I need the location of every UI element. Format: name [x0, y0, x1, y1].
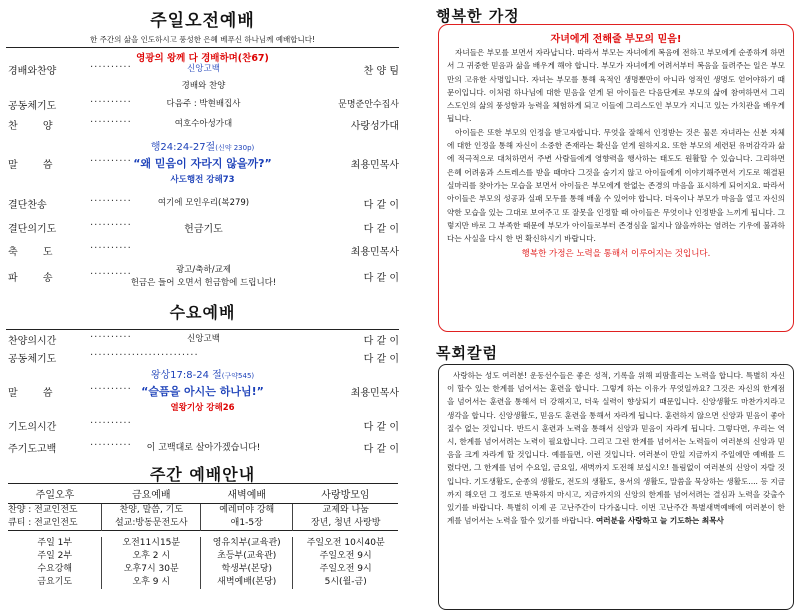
- table-row: 큐티 : 전교인전도 설교:방동문전도사 애1-5장 장년, 청년 사랑방: [8, 517, 398, 531]
- sunday-row-sermon: 말 씀 ·········· 최용민목사: [8, 156, 399, 171]
- schedule-table: [8, 483, 398, 589]
- family-footer: 행복한 가정은 노력을 통해서 이루어지는 것입니다.: [521, 249, 711, 260]
- wed-sermon: 왕상17:8-24 절(구약545) “슬픔을 아시는 하나님!” 열왕기상 강해26: [0, 366, 405, 413]
- table-row: 주일 2부 오후 2 시 초등부(교육관) 주일오전 9시: [8, 550, 398, 563]
- sunday-row-decision-prayer: 결단의기도 ·········· 헌금기도 다 같 이: [8, 220, 399, 235]
- family-body2: 아이들은 또한 부모의 인정을 받고자합니다. 무엇을 잘해서 인정받는 것은 물론 자녀라는 신분 자체에 대한 인정을 통해 자신이 소중한 존재라는 확신을 얻게 원하지요. 또한 부모의 세련된 유머감각과 삶에 적극적으로 대처하면서 주변 사람들에게 영향력을 행사하는 태도도 원활할 수 있습니다. 그리하면 은혜 어려움과 스트레스를 받을 때마다 그것을 숨기지 않고 아이들에게 이야기해주면서 기도로 해결된 실마리를 찾아가는 모습을 보면서 아이들은 부모에게 한없는 존경의 마음을 표시하게 되어지요. 따라서 아이들은 부모의 성공과 실패 모두를 통해 배울 수 있어야 합니다. 더욱이나 부모가 마음을 열고 자신의 약한 모습을 있는 그대로 보여주고 또 잘못을 인정할 때 아이들은 무엇이나 인정받을 느끼게 됩니다. 그렇지만 바로 그 부족한 때문에 부모가 아이들로부터 존경심을 잃지나 않을까하는 염려는 기우에 불과하다는 사실을 다시 한 번 확신하시기 바랍니다.: [447, 127, 785, 244]
- sunday-row-benediction: 축 도 ·········· 최용민목사: [8, 243, 399, 258]
- sermon-series: 사도행전 강해73: [170, 175, 235, 185]
- wed-row-praise: 찬양의시간 ·········· 신앙고백 다 같 이: [8, 332, 399, 347]
- sunday-row-hymn: 찬 양 ·········· 여호수아성가대 사랑성가대: [8, 117, 399, 132]
- sunday-sermon: 행24:24-27절(신약 230p) “왜 믿음이 자라지 않을까?” 사도행전 강해73: [0, 138, 405, 185]
- table-row: 찬양 : 전교인전도 찬양, 말씀, 기도 예레미야 강해 교제와 나눔: [8, 504, 398, 518]
- sunday-title: 주일오전예배: [150, 11, 255, 31]
- sunday-row-prayer: 공동체기도 ·········· 다음주 : 박현배집사 문명준안수집사: [8, 97, 399, 112]
- family-box: [438, 24, 794, 332]
- column-box: [438, 364, 794, 610]
- divider: [6, 47, 399, 48]
- column-title: 목회칼럼: [436, 344, 498, 362]
- sunday-service: [0, 6, 405, 64]
- table-row: 주일 1부 오전11시15분 영유치부(교육관) 주일오전 10시40분: [8, 537, 398, 550]
- column-sign: 여러분을 사랑하고 늘 기도하는 최목사: [595, 516, 724, 526]
- wednesday-title: 수요예배: [169, 303, 236, 322]
- wed-sermon-series: 열왕기상 강해26: [170, 403, 235, 413]
- column-body: 사랑하는 성도 여러분! 운동선수들은 좋은 성적, 기록을 위해 피땀흘리는 노력을 합니다. 특별히 자신이 할수 있는 한계를 넘어서는 훈련을 합니다. 그렇게 하는 이유가 무엇일까요? 그것은 자신의 한계점을 넘어서는 훈련을 통해서 더 강해지고, 더욱 실력이 향상되기 때문입니다. 신앙생활도 마찬가지라고 생각을 합니다. 신앙생활도, 믿음도 훈련을 통해서 자라게 됩니다. 훈련하지 않으면 신앙과 믿음이 좋아질수 없는 것입니다. 반드시 훈련과 노력을 통해서 신앙과 믿음이 자라게 됩니다. 그렇다면, 우리는 역시, 한계를 넘어서려는 노력이 필요합니다. 그리고 그런 한계를 넘어서는 노력들이 여러분의 신앙과 믿음을 크게 자라게 할 것입니다. 예를들면, 이런 것입니다. 여러분이 만일 지금까지 주일에만 예배를 드렸다면, 그 한계를 넘어 수요일, 금요일, 새벽까지 도전해 보십시오! 틀림없이 여러분의 신앙이 자랄 것입니다. 기도생활도, 순종의 생활도, 전도의 생활도, 용서의 생활도, 말씀을 묵상하는 생활도.... 등 지금까지 해오던 그 정도로 반복하지 마시고, 지금까지의 신앙의 한계를 넘어서려는 결심과 노력을 갖출수 있기를 바랍니다. 특별히 이제 곧 고난주간이 다가옵니다. 이번 고난주간 특별새벽예배에 여러분이 한계를 넘어서는 노력을 할수 있기를 바랍니다. 여러분을 사랑하고 늘 기도하는 최목사: [447, 371, 785, 526]
- table-row: 금요기도 오후 9 시 새벽예배(본당) 5시(월-금): [8, 576, 398, 589]
- sunday-row-sending: 파 송 ·········· 광고/축하/교제 헌금은 들어 오면서 헌금함에 드립니다! 다 같 이: [8, 265, 399, 288]
- wed-sermon-title: “슬픔을 아시는 하나님!”: [141, 385, 264, 398]
- wed-row-prayer: 공동체기도 ·························· 다 같 이: [8, 350, 399, 365]
- schedule-title: 주간 예배안내: [149, 465, 256, 484]
- wed-row-sermon: 말 씀 ·········· 최용민목사: [8, 384, 399, 399]
- sunday-row-praise: 경배와찬양 ·········· 신앙고백 찬 양 팀: [8, 62, 399, 77]
- family-headline: 자녀에게 전해줄 부모의 믿음!: [550, 34, 682, 45]
- divider: [6, 329, 399, 330]
- family-body: 자녀들은 부모를 보면서 자라납니다. 따라서 부모는 자녀에게 복음에 전하고 부모에게 순종하게 하면서 그 귀중한 믿음과 삶을 배우게 해야 합니다. 부모가 자녀에게 어려서부터 복음을 들려주는 일은 부모만의 고유한 사명입니다. 자녀는 부모를 통해 육적인 생명뿐만이 아니라 영적인 생명도 얻어야하기 때문이입니다. 이처럼 하나님에 대한 믿음을 얻게 된 아이들은 다음단계로 부모의 삶에 참여하면서 그리스도인의 삶의 풍성함과 능력을 체험하게 되고 이들에 그리스도인 부모가 지니고 있는 가치관을 배우게 됩니다.: [447, 48, 785, 124]
- right-column: [420, 0, 801, 615]
- sermon-ref: 행24:24-27절: [150, 142, 216, 153]
- sunday-subtitle: 한 주간의 삶을 인도하시고 풍성한 은혜 베푸신 하나님께 예배합니다!: [90, 35, 315, 44]
- sunday-row-decision-hymn: 결단찬송 ·········· 여기에 모인우리(복279) 다 같 이: [8, 196, 399, 211]
- family-title: 행복한 가정: [436, 7, 520, 25]
- table-row: 주일오후 금요예배 새벽예배 사랑방모임: [8, 484, 398, 504]
- opening-hymn: 영광의 왕께 다 경배하며(찬67): [136, 53, 269, 64]
- wednesday-service: [0, 300, 405, 332]
- wed-row-prayer-time: 기도의시간 ·········· 다 같 이: [8, 418, 399, 433]
- table-row: 수요강해 오후7시 30분 학생부(본당) 주일오전 9시: [8, 563, 398, 576]
- offering-note: 헌금은 들어 오면서 헌금함에 드립니다!: [130, 278, 277, 288]
- sunday-row-praise2: 경배와 찬양: [181, 81, 226, 91]
- wed-row-lords-prayer: 주기도고백 ·········· 이 고백대로 살아가겠습니다! 다 같 이: [8, 440, 399, 455]
- sermon-title: “왜 믿음이 자라지 않을까?”: [133, 157, 272, 170]
- wed-sermon-ref: 왕상17:8-24 절: [150, 370, 222, 381]
